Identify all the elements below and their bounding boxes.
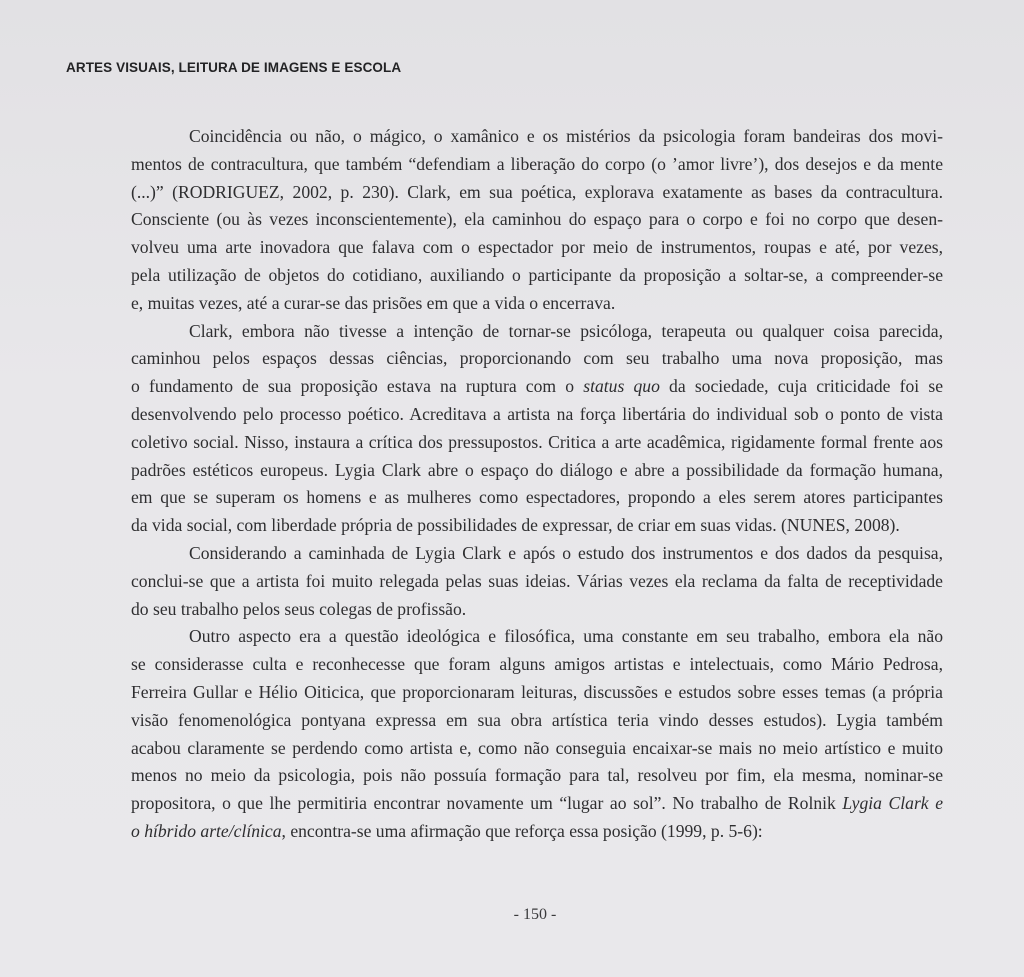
text-line: conclui-se que a artista foi muito relegada pelas suas ideias. Várias vezes ela reclama da falta de receptividade (131, 570, 943, 591)
paragraph (131, 123, 943, 318)
text-line: volveu uma arte inovadora que falava com o espectador por meio de instrumentos, roupas e até, por vezes, (131, 237, 943, 258)
text-line: caminhou pelos espaços dessas ciências, proporcionando com seu trabalho uma nova proposição, mas (131, 348, 943, 369)
text-line: padrões estéticos europeus. Lygia Clark abre o espaço do diálogo e abre a possibilidade da formação humana, (131, 459, 943, 480)
text-line: coletivo social. Nisso, instaura a crítica dos pressupostos. Critica a arte acadêmica, rigidamente formal frente aos (131, 431, 943, 452)
text-line: Consciente (ou às vezes inconscientemente), ela caminhou do espaço para o corpo e foi no corpo que desen- (131, 209, 943, 230)
text-line: da vida social, com liberdade própria de possibilidades de expressar, de criar em suas vidas. (NUNES, 2008). (131, 515, 900, 536)
text-line: do seu trabalho pelos seus colegas de profissão. (131, 598, 467, 619)
text-line: propositora, o que lhe permitiria encontrar novamente um “lugar ao sol”. No trabalho de Rolnik Lygia Clark e (131, 793, 944, 814)
text-line: Considerando a caminhada de Lygia Clark e após o estudo dos instrumentos e dos dados da pesquisa, (189, 542, 943, 563)
text-line: o híbrido arte/clínica, encontra-se uma afirmação que reforça essa posição (1999, p. 5-6): (131, 820, 763, 841)
text-line: Clark, embora não tivesse a intenção de tornar-se psicóloga, terapeuta ou qualquer coisa parecida, (189, 320, 943, 341)
text-line: visão fenomenológica pontyana expressa em sua obra artística teria vindo desses estudos). Lygia também (131, 709, 943, 730)
text-line: desenvolvendo pelo processo poético. Acreditava a artista na força libertária do individual sob o ponto de vista (131, 403, 943, 424)
body-text (131, 123, 943, 846)
text-line: o fundamento de sua proposição estava na ruptura com o status quo da sociedade, cuja criticidade foi se (131, 376, 944, 397)
text-line: acabou claramente se perdendo como artista e, como não conseguia encaixar-se mais no meio artístico e muito (131, 737, 943, 758)
running-head: ARTES VISUAIS, LEITURA DE IMAGENS E ESCOLA (66, 60, 402, 75)
text-line: e, muitas vezes, até a curar-se das prisões em que a vida o encerrava. (131, 292, 616, 313)
text-line: pela utilização de objetos do cotidiano, auxiliando o participante da proposição a soltar-se, a compreender-se (131, 264, 943, 285)
text-line: Outro aspecto era a questão ideológica e filosófica, uma constante em seu trabalho, embora ela não (189, 626, 943, 647)
page-number: - 150 - (513, 906, 557, 923)
text-line: Coincidência ou não, o mágico, o xamânico e os mistérios da psicologia foram bandeiras dos movi- (189, 126, 943, 146)
paragraph (131, 623, 943, 845)
text-line: em que se superam os homens e as mulheres como espectadores, propondo a eles serem atores participantes (131, 487, 943, 508)
paragraph (131, 318, 943, 540)
text-line: se considerasse culta e reconhecesse que foram alguns amigos artistas e intelectuais, como Mário Pedrosa, (131, 654, 943, 675)
paragraph (131, 540, 943, 623)
text-line: menos no meio da psicologia, pois não possuía formação para tal, resolveu por fim, ela mesma, nominar-se (131, 765, 943, 786)
text-line: mentos de contracultura, que também “defendiam a liberação do corpo (o ’amor livre’), dos desejos e da mente (131, 153, 943, 174)
text-line: (...)” (RODRIGUEZ, 2002, p. 230). Clark, em sua poética, explorava exatamente as bases da contracultura. (131, 181, 943, 202)
text-line: Ferreira Gullar e Hélio Oiticica, que proporcionaram leituras, discussões e estudos sobre esses temas (a própria (131, 681, 943, 702)
